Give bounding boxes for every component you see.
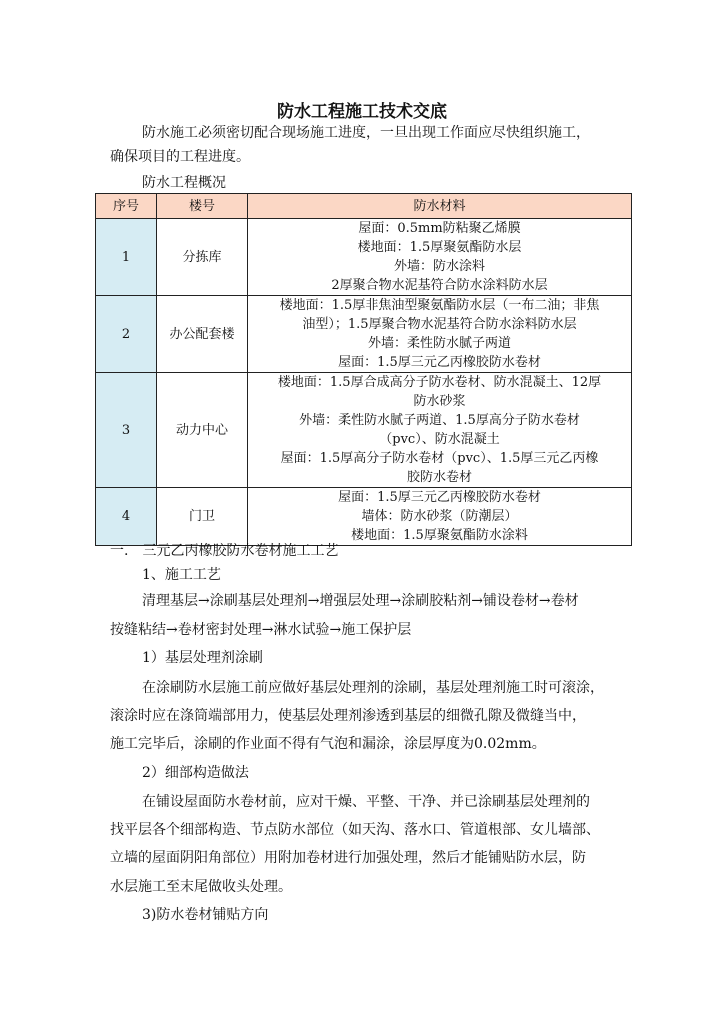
table-row: [96, 219, 632, 296]
material-line: 屋面：1.5厚三元乙丙橡胶防水卷材: [338, 490, 541, 505]
material-line: 外墙：柔性防水腻子两道: [367, 336, 511, 351]
table-row: [96, 488, 632, 546]
material-line: 胶防水卷材: [406, 470, 472, 485]
intro-line-2: 确保项目的工程进度。: [110, 149, 250, 165]
header-materials: 防水材料: [248, 194, 632, 219]
material-line: 防水砂浆: [413, 394, 466, 409]
step-line: 立墙的屋面阴阳角部位）用附加卷材进行加强处理，然后才能铺贴防水层，防: [110, 850, 586, 866]
section-heading: 一. 三元乙丙橡胶防水卷材施工工艺: [110, 543, 339, 559]
material-line: （pvc）、防水混凝土: [379, 432, 500, 447]
material-line: 外墙：柔性防水腻子两道、1.5厚高分子防水卷材: [299, 413, 580, 428]
material-line: 外墙：防水涂料: [393, 259, 485, 274]
row-materials: [248, 296, 632, 373]
material-line: 墙体：防水砂浆（防潮层）: [361, 509, 518, 524]
step-line: 找平层各个细部构造、节点防水部位（如天沟、落水口、管道根部、女儿墙部、: [110, 822, 600, 838]
header-index: 序号: [96, 194, 157, 219]
step-line: 在铺设屋面防水卷材前，应对干燥、平整、干净、并已涂刷基层处理剂的: [142, 794, 590, 810]
waterproof-spec-table: [95, 193, 632, 546]
material-line: 楼地面：1.5厚非焦油型聚氨酯防水层（一布二油；非焦: [279, 298, 600, 313]
row-building: 门卫: [157, 488, 248, 546]
flow-line: 按缝粘结→卷材密封处理→淋水试验→施工保护层: [110, 622, 412, 638]
step-line: 滚涂时应在涤筒端部用力，使基层处理剂渗透到基层的细微孔隙及微缝当中，: [110, 708, 586, 724]
row-index: 3: [96, 373, 157, 488]
material-line: 楼地面：1.5厚合成高分子防水卷材、防水混凝土、12厚: [277, 375, 602, 390]
row-index: 4: [96, 488, 157, 546]
intro-line-1: 防水施工必须密切配合现场施工进度，一旦出现工作面应尽快组织施工，: [142, 125, 590, 141]
material-line: 2厚聚合物水泥基符合防水涂料防水层: [331, 278, 548, 293]
step-title: 2）细部构造做法: [142, 765, 249, 781]
row-index: 1: [96, 219, 157, 296]
row-building: 动力中心: [157, 373, 248, 488]
row-materials: [248, 219, 632, 296]
table-header-row: [96, 194, 632, 219]
material-line: 屋面：1.5厚三元乙丙橡胶防水卷材: [338, 355, 541, 370]
row-materials: [248, 373, 632, 488]
material-line: 油型）；1.5厚聚合物水泥基符合防水涂料防水层: [302, 317, 577, 332]
row-index: 2: [96, 296, 157, 373]
step-line: 水层施工至末尾做收头处理。: [110, 879, 292, 895]
material-line: 楼地面：1.5厚聚氨酯防水涂料: [351, 528, 528, 543]
step-title: 3)防水卷材铺贴方向: [142, 907, 269, 923]
overview-label: 防水工程概况: [142, 175, 226, 191]
step-line: 在涂刷防水层施工前应做好基层处理剂的涂刷，基层处理剂施工时可滚涂，: [142, 680, 604, 696]
step-title: 1）基层处理剂涂刷: [142, 650, 263, 666]
document-title: 防水工程施工技术交底: [277, 102, 447, 122]
material-line: 屋面：1.5厚高分子防水卷材（pvc）、1.5厚三元乙丙橡: [280, 451, 599, 466]
table-row: [96, 373, 632, 488]
subsection-title: 1、施工工艺: [142, 567, 221, 583]
header-building: 楼号: [157, 194, 248, 219]
row-building: 分拣库: [157, 219, 248, 296]
material-line: 屋面：0.5mm防粘聚乙烯膜: [358, 221, 521, 236]
step-line: 施工完毕后，涂刷的作业面不得有气泡和漏涂，涂层厚度为0.02mm。: [110, 736, 546, 752]
flow-line: 清理基层→涂刷基层处理剂→增强层处理→涂刷胶粘剂→铺设卷材→卷材: [142, 593, 579, 609]
row-materials: [248, 488, 632, 546]
table-row: [96, 296, 632, 373]
row-building: 办公配套楼: [157, 296, 248, 373]
material-line: 楼地面：1.5厚聚氨酯防水层: [357, 240, 522, 255]
